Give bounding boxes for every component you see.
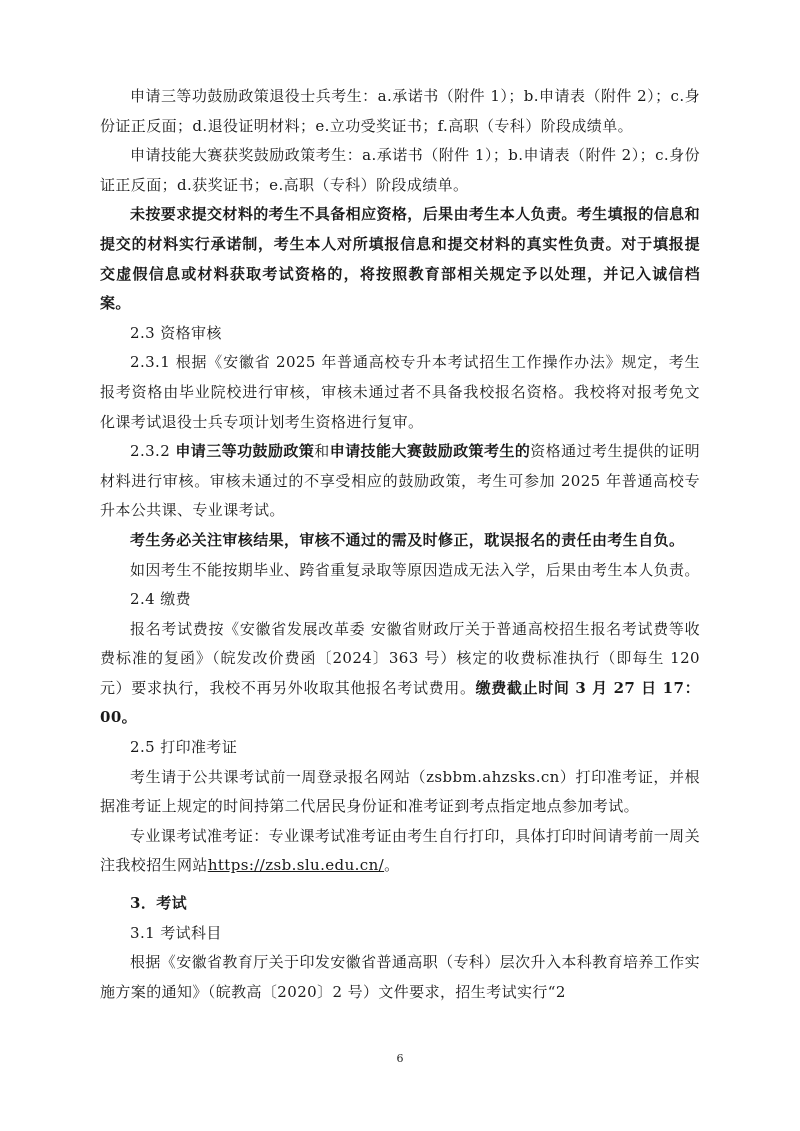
- text-payment-deadline: 缴费截止时间 3 月 27 日 17：00。: [100, 678, 700, 727]
- paragraph-professional-ticket: [100, 822, 700, 881]
- paragraph-payment: [100, 615, 700, 733]
- heading-3-1-exam-subjects: 3.1 考试科目: [130, 923, 222, 942]
- heading-2-3-eligibility-review: 2.3 资格审核: [130, 323, 222, 342]
- heading-2-4-payment: 2.4 缴费: [130, 590, 192, 609]
- text-period: 。: [384, 856, 400, 875]
- page-number: 6: [396, 1052, 404, 1065]
- admissions-website-link[interactable]: https://zsb.slu.edu.cn/: [207, 856, 385, 875]
- paragraph-2-3-2: [100, 437, 700, 526]
- paragraph-exam-subjects: 根据《安徽省教育厅关于印发安徽省普通高职（专科）层次升入本科教育培养工作实施方案的通知》（皖教高〔2020〕2 号）文件要求，招生考试实行“2: [100, 953, 700, 1001]
- paragraph-admission-ticket: 考生请于公共课考试前一周登录报名网站（zsbbm.ahzsks.cn）打印准考证，并根据准考证上规定的时间持第二代居民身份证和准考证到考点指定地点参加考试。: [100, 767, 700, 816]
- heading-2-5-admission-ticket: 2.5 打印准考证: [130, 738, 238, 757]
- text-professional-ticket: 专业课考试准考证：专业课考试准考证由考生自行打印，具体打印时间请考前一周关注我校招生网站: [100, 826, 700, 875]
- heading-3-exam: 3．考试: [130, 894, 188, 913]
- paragraph-third-class-merit-materials: 申请三等功鼓励政策退役士兵考生：a.承诺书（附件 1）；b.申请表（附件 2）；c.身份证正反面；d.退役证明材料；e.立功受奖证书；f.高职（专科）阶段成绩单。: [100, 87, 700, 135]
- text-skills-contest-policy: 申请技能大赛鼓励政策考生的: [329, 442, 531, 461]
- text-and: 和: [314, 442, 330, 461]
- paragraph-skills-contest-materials: 申请技能大赛获奖鼓励政策考生：a.承诺书（附件 1）；b.申请表（附件 2）；c.身份证正反面；d.获奖证书；e.高职（专科）阶段成绩单。: [100, 146, 700, 194]
- paragraph-materials-warning: 未按要求提交材料的考生不具备相应资格，后果由考生本人负责。考生填报的信息和提交的材料实行承诺制，考生本人对所填报信息和提交材料的真实性负责。对于填报提交虚假信息或材料获取考试资格的，将按照教育部相关规定予以处理，并记入诚信档案。: [100, 205, 700, 313]
- document-body: [100, 82, 700, 1007]
- text-2-3-2-number: 2.3.2: [130, 442, 176, 461]
- text-third-class-merit-policy: 申请三等功鼓励政策: [175, 442, 315, 461]
- paragraph-enrollment-responsibility: 如因考生不能按期毕业、跨省重复录取等原因造成无法入学，后果由考生本人负责。: [130, 560, 700, 579]
- text-2-3-2-rest: 资格通过考生提供的证明材料进行审核。审核未通过的不享受相应的鼓励政策，考生可参加 2025 年普通高校专升本公共课、专业课考试。: [100, 442, 701, 520]
- text-payment-standard: 报名考试费按《安徽省发展改革委 安徽省财政厅关于普通高校招生报名考试费等收费标准的复函》（皖发改价费函〔2024〕363 号）核定的收费标准执行（即每生 120 元）要求执行，我校不再另外收取其他报名考试费用。: [100, 619, 700, 697]
- paragraph-2-3-1: 2.3.1 根据《安徽省 2025 年普通高校专升本考试招生工作操作办法》规定，考生报考资格由毕业院校进行审核，审核未通过者不具备我校报名资格。我校将对报考免文化课考试退役士兵专项计划考生资格进行复审。: [100, 353, 700, 431]
- paragraph-review-result-notice: 考生务必关注审核结果，审核不通过的需及时修正，耽误报名的责任由考生自负。: [130, 530, 685, 549]
